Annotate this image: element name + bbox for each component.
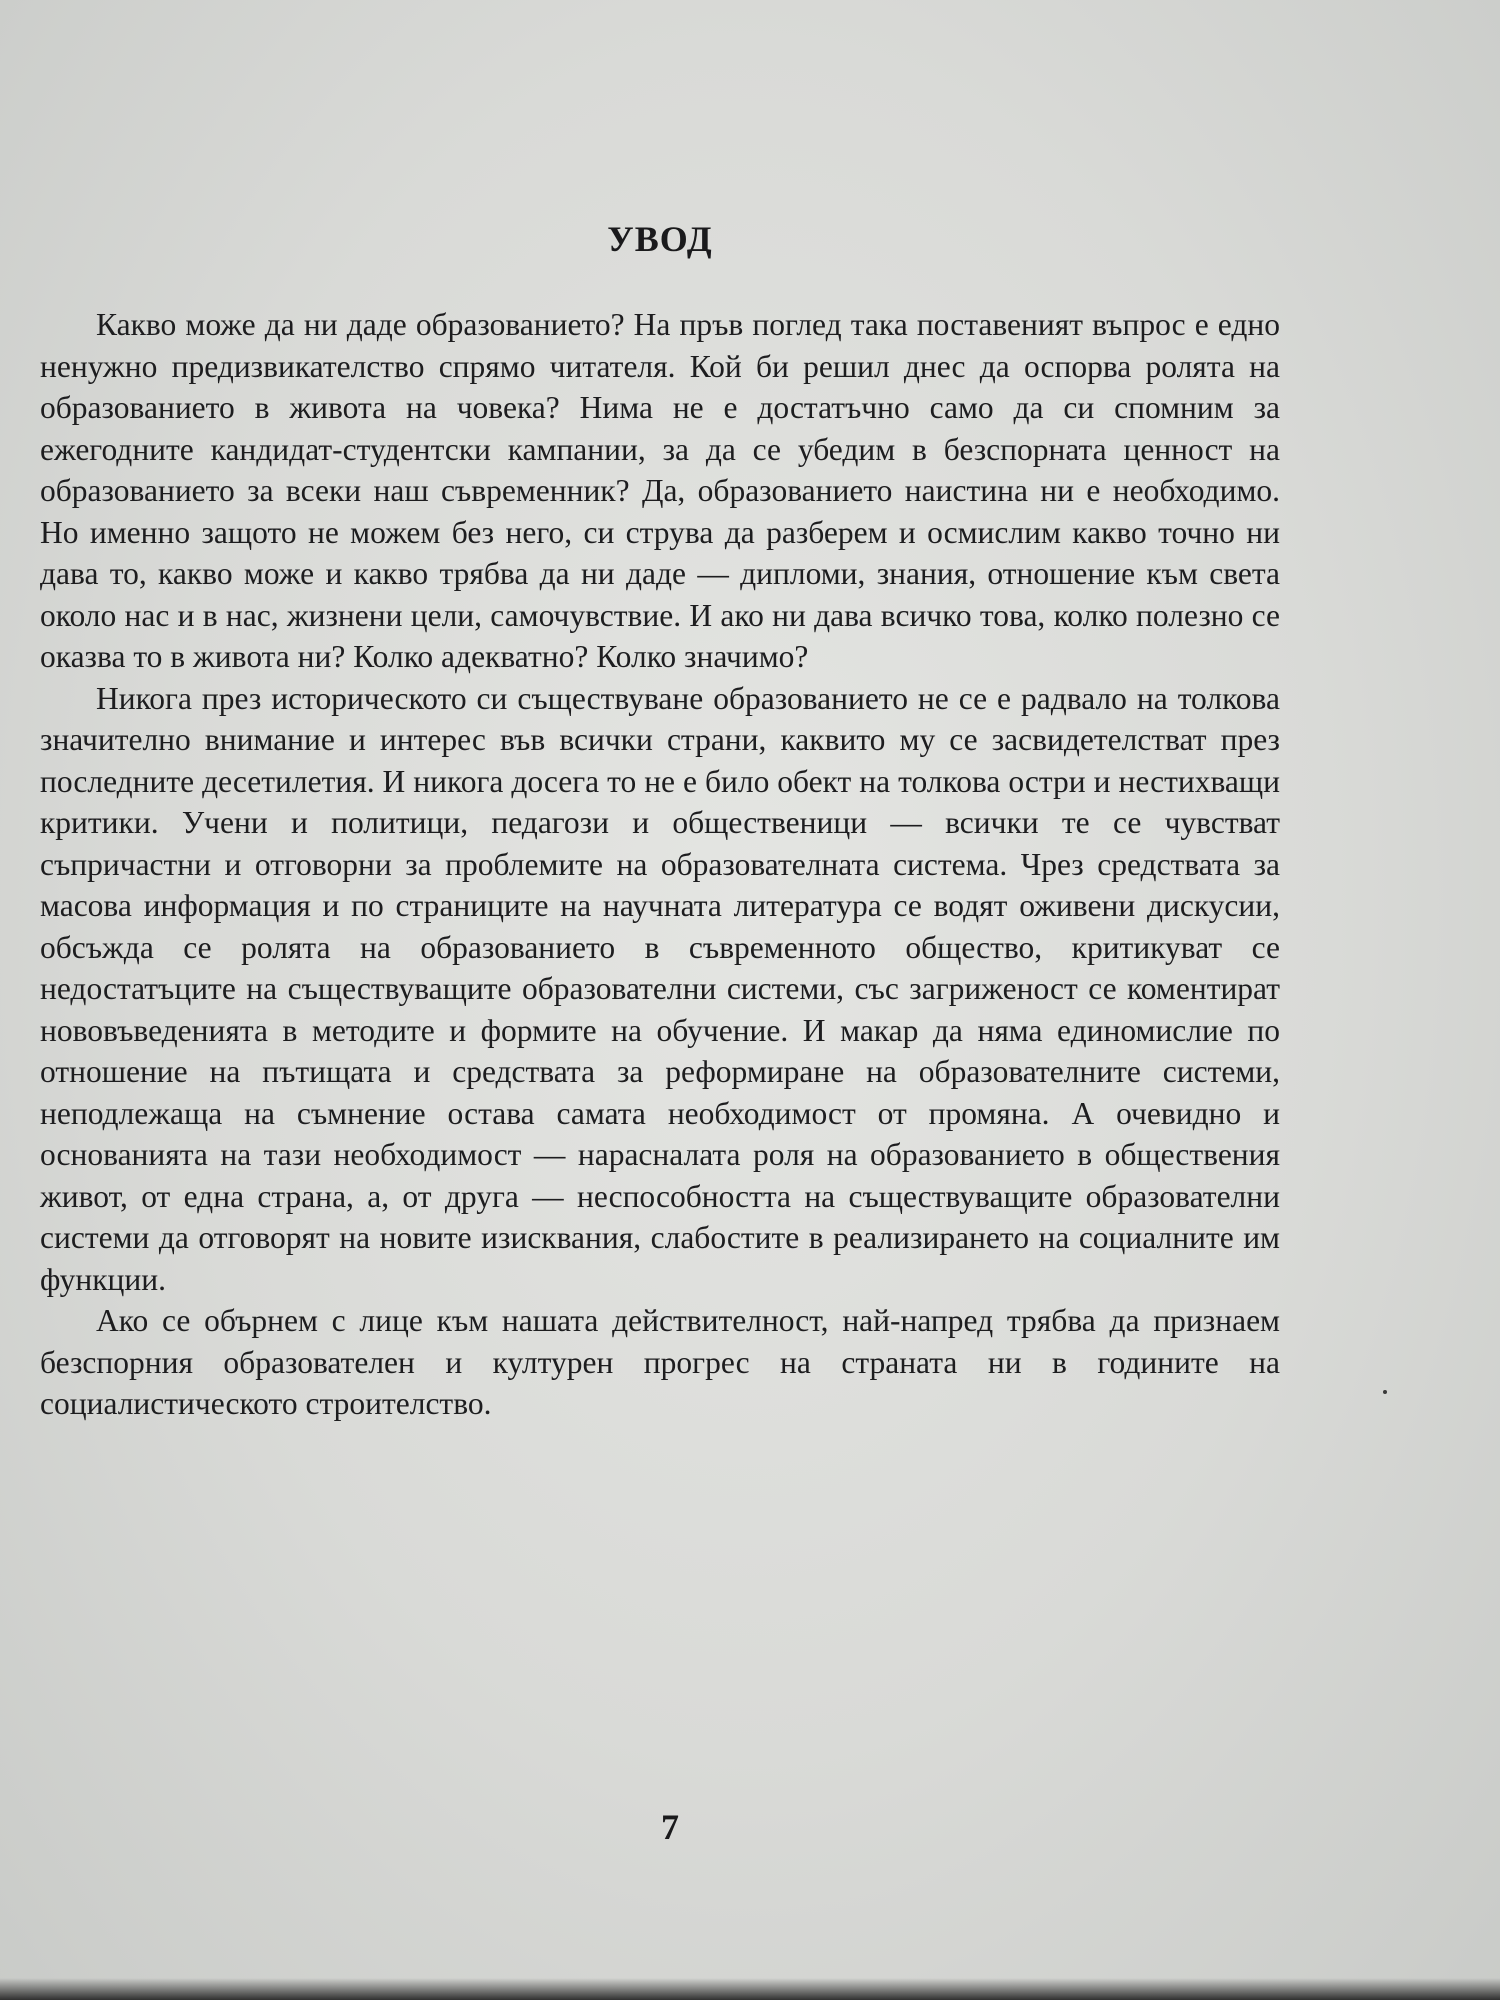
paragraph-1: Какво може да ни даде образованието? На пръв поглед така поставеният въпрос е едно ненужно предизвикателство спрямо читателя. Кой би решил днес да оспорва ролята на образованието в живота на човека? Нима не е достатъчно само да си спомним за ежегодните кандидат-студентски кампании, за да се убедим в безспорната ценност на образованието за всеки наш съвременник? Да, образованието наистина ни е необходимо. Но именно защото не можем без него, си струва да разберем и осмислим какво точно ни дава то, какво може и какво трябва да ни даде — дипломи, знания, отношение към света около нас и в нас, жизнени цели, самочувствие. И ако ни дава всичко това, колко полезно се оказва то в живота ни? Колко адекватно? Колко значимо?	[40, 307, 1280, 674]
body-text	[40, 304, 1280, 1425]
paragraph-2: Никога през историческото си съществуване образованието не се е радвало на толкова значително внимание и интерес във всички страни, каквито му се засвидетелстват през последните десетилетия. И никога досега то не е било обект на толкова остри и нестихващи критики. Учени и политици, педагози и общественици — всички те се чувстват съпричастни и отговорни за проблемите на образователната система. Чрез средствата за масова информация и по страниците на научната литература се водят оживени дискусии, обсъжда се ролята на образованието в съвременното общество, критикуват се недостатъците на съществуващите образователни системи, със загриженост се коментират нововъведенията в методите и формите на обучение. И макар да няма единомислие по отношение на пътищата и средствата за реформиране на образователните системи, неподлежаща на съмнение остава самата необходимост от промяна. А очевидно и основанията на тази необходимост — нарасналата роля на образованието в обществения живот, от една страна, а, от друга — неспособността на съществуващите образователни системи да отговорят на новите изисквания, слабостите в реализирането на социалните им функции.	[40, 680, 1280, 1297]
page-bottom-shadow	[0, 1978, 1500, 2000]
paper-speck	[1383, 1390, 1387, 1394]
chapter-title: УВОД	[607, 219, 713, 259]
paragraph-3: Ако се обърнем с лице към нашата действителност, най-напред трябва да признаем безспорния образователен и културен прогрес на страната ни в годините на социалистическото строителство.	[40, 1303, 1280, 1421]
page-number: 7	[661, 1807, 679, 1847]
